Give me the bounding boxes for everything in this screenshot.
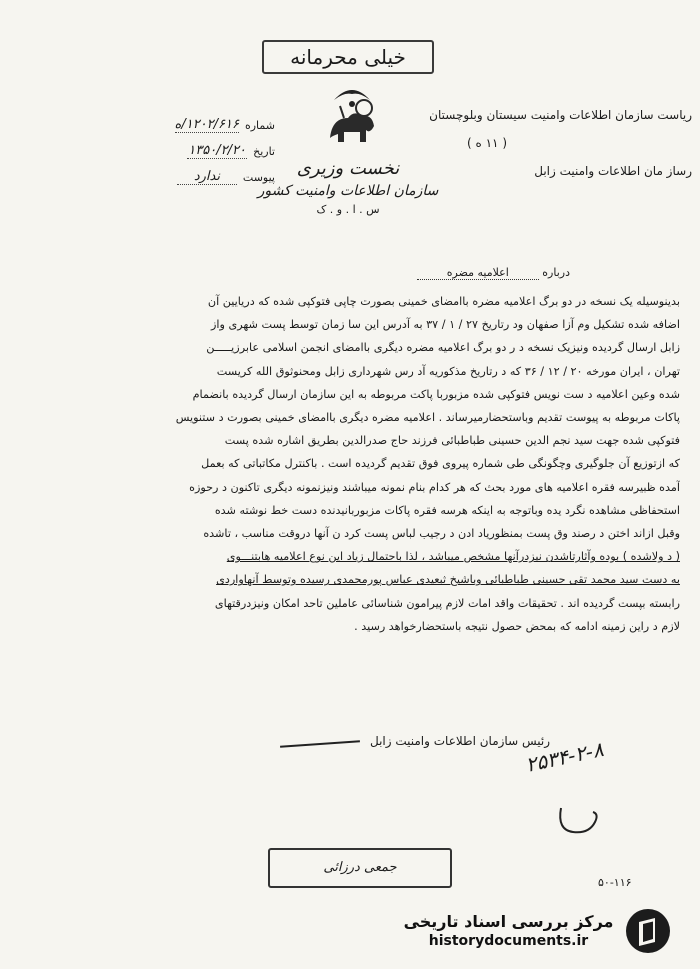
footer-website[interactable]: historydocuments.ir	[428, 933, 589, 949]
body-line: که ازتوزیع آن جلوگیری وچگونگی طی شماره پیروی فوق تقدیم گردیده است . باکنترل مکاتباتی که بعمل	[201, 457, 680, 471]
letterhead-title: نخست وزیری	[296, 158, 400, 179]
subject-label: درباره	[542, 266, 570, 279]
body-line: استحفاظی مشاهده نگرد یده وباتوجه به اینکه هرسه فقره پاکات مزبوربانیدنده دست خط نوشته شده	[214, 503, 680, 517]
top-secrecy-stamp: خیلی محرمانه	[262, 40, 434, 74]
body-line: ( د ولاشده ) بوده وآثارتاشدن نیزدرآنها مشخص میباشد ، لذا باحتمال زیاد این نوع اعلامیه هابتنـــوی	[226, 550, 680, 564]
handwritten-number: ۲۵۳۴-۲-۸	[523, 737, 606, 777]
signature-block	[250, 734, 550, 748]
recipient-line-2: ( ۱۱ ه )	[467, 136, 507, 150]
subject-value: اعلامیه مضره	[417, 266, 539, 280]
date-label: تاریخ	[253, 144, 275, 158]
body-line: فتوکپی شده جهت سید نجم الدین حسینی طباطبائی فرزند حاج صدرالدین بطریق اشاره شده پست	[224, 434, 680, 448]
body-line: لازم د راین زمینه ادامه که بمحض حصول نتیجه باستحضارخواهد رسید .	[354, 619, 680, 633]
signature-scrawl	[280, 740, 360, 748]
attachment-value: ندارد	[177, 169, 237, 185]
body-line: وقبل ازاند اختن د رصند وق پست بمنظوریاد ادن د رجیب لباس پست کرد ن آنها دروقت مناسب ، تاشده	[203, 527, 680, 541]
footer-org-name: مرکز بررسی اسناد تاریخی	[403, 912, 614, 931]
number-value: ۱۲۰۲/۶۱۶/ه	[174, 117, 239, 132]
handwritten-scribble-icon	[555, 800, 605, 840]
body-line: بدینوسیله یک نسخه در دو برگ اعلامیه مضره باامضای خمینی بصورت چاپی فتوکپی شده که دریایین آن	[207, 295, 680, 308]
body-line: به دست سید محمد تقی حسینی طباطبائی وباشیخ ثبعیدی عباس پورمحمدی رسیده وتوسط آنهاواردی	[216, 573, 680, 587]
letter-body	[48, 290, 680, 638]
body-line: اضافه شده تشکیل وم آزا صفهان ود رتاریخ ۲۷ / ۱ / ۳۷ به آدرس این سا زمان توسط پست شهری واز	[211, 318, 680, 332]
attachment-label: پیوست	[242, 170, 275, 184]
body-line: آمده ظبیرسه فقره اعلامیه های مورد بحث که هر کدام بنام نمونه میباشند ونیزنمونه دیگری تاکنون د رحوزه	[189, 480, 680, 494]
letterhead-org: سازمان اطلاعات وامنیت کشور	[257, 183, 439, 199]
bottom-stamp: جمعی درزائی	[268, 848, 452, 888]
number-label: شماره	[244, 118, 275, 132]
document-meta	[150, 112, 275, 190]
body-line: رابسته بپست گردیده اند . تحقیقات واقد امات لازم پیرامون شناسائی عاملین تاحد امکان ونیزدرقتهای	[214, 596, 680, 610]
recipient-line-3: رساز مان اطلاعات وامنیت زابل	[534, 164, 692, 178]
letterhead	[248, 158, 448, 216]
body-line: پاکات مربوطه به پیوست تقدیم وباستحضارمیرساند . اعلامیه مضره دیگری باامضای خمینی بصورت د ستنویس	[175, 411, 680, 425]
footer-watermark	[396, 912, 621, 949]
subject-line	[220, 266, 570, 279]
archive-logo-icon	[625, 908, 671, 954]
letterhead-code: س . ا . و . ک	[316, 203, 380, 216]
body-line: تهران ، ایران مورخه ۲۰ / ۱۲ / ۳۶ که د رتاریخ مذکوریه آد رس شهرداری زابل ومحنوثوق الله کریست	[216, 364, 680, 378]
body-line: زابل ارسال گردیده ونیزیک نسخه د ر دو برگ اعلامیه مضره دیگری باامضای انجمن اسلامی عابرزیـــــن	[206, 341, 680, 355]
date-value: ۱۳۵۰/۲/۲۰	[188, 143, 246, 158]
recipient-line-1: ریاست سازمان اطلاعات وامنیت سیستان وبلوچستان	[429, 108, 692, 122]
form-code: ۵۰-۱۱۶	[598, 876, 632, 889]
body-line: شده وعین اعلامیه د ست نویس فتوکپی شده مزبوربا پاکت مربوطه به این سازمان ارسال گردیده بانضمام	[192, 387, 680, 401]
signature-title: رئیس سازمان اطلاعات وامنیت زابل	[369, 734, 550, 748]
